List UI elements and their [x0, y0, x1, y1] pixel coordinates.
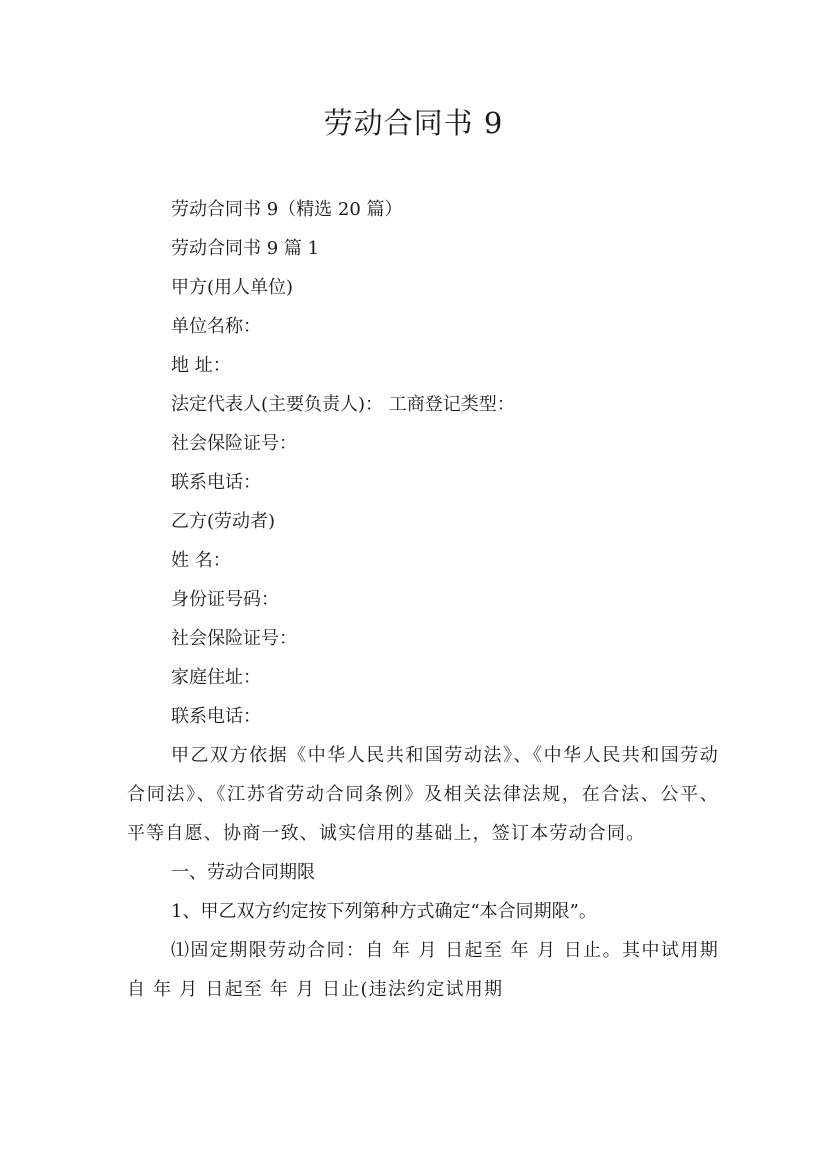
party-a-heading: 甲方(用人单位) [171, 277, 294, 298]
party-a-company-name: 单位名称： [171, 316, 261, 337]
preamble-paragraph: 甲乙双方依据《中华人民共和国劳动法》、《中华人民共和国劳动合同法》、《江苏省劳动合同条例》及相关法律法规，在合法、公平、平等自愿、协商一致、诚实信用的基础上，签订本劳动合同。 [127, 745, 719, 844]
party-b-home-address: 家庭住址： [171, 667, 261, 688]
party-b-social-insurance-no: 社会保险证号： [171, 628, 297, 649]
party-a-legal-representative: 法定代表人(主要负责人)： 工商登记类型： [171, 394, 515, 415]
party-b-id-number: 身份证号码： [171, 589, 279, 610]
clause-1: 1、甲乙双方约定按下列第种方式确定“本合同期限”。 [171, 901, 597, 922]
party-b-phone: 联系电话： [171, 706, 261, 727]
party-b-heading: 乙方(劳动者) [171, 511, 276, 532]
document-body [127, 190, 719, 1009]
section-heading-contract-term: 一、劳动合同期限 [171, 862, 315, 883]
clause-1-item-1: ⑴固定期限劳动合同：自 年 月 日起至 年 月 日止。其中试用期自 年 月 日起至 年 月 日止(违法约定试用期 [127, 940, 719, 1000]
party-a-social-insurance-no: 社会保险证号： [171, 433, 297, 454]
section-label: 劳动合同书 9 篇 1 [171, 238, 320, 259]
document-title: 劳动合同书 9 [323, 106, 504, 140]
party-a-address: 地 址： [171, 355, 231, 376]
party-b-name: 姓 名： [171, 550, 231, 571]
party-a-phone: 联系电话： [171, 472, 261, 493]
document-subtitle: 劳动合同书 9（精选 20 篇） [171, 199, 403, 220]
